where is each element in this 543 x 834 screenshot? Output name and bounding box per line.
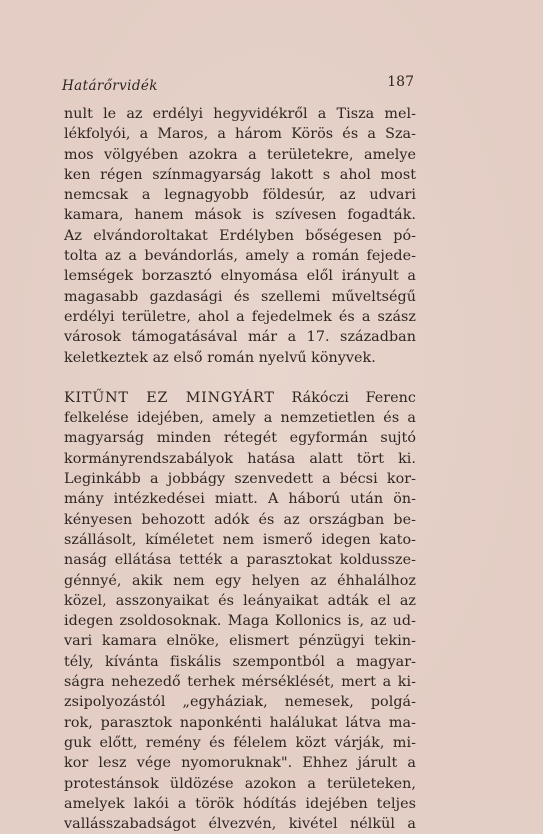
running-title: Határőrvidék xyxy=(62,78,158,94)
text-line: mos völgyében azokra a területekre, amelye xyxy=(64,146,416,163)
text-line: mány intézkedései miatt. A háború után ön- xyxy=(64,491,416,508)
text-line: Leginkább a jobbágy szenvedett a bécsi kor- xyxy=(64,471,416,488)
text-line: vari kamara elnöke, elismert pénzügyi tekin- xyxy=(64,633,416,650)
text-line: Az elvándoroltakat Erdélyben bőségesen pó- xyxy=(64,227,416,244)
text-line: magyarság minden rétegét egyformán sujtó xyxy=(64,430,416,447)
text-line: kamara, hanem mások is szívesen fogadták. xyxy=(64,207,416,224)
paragraph-lead-caps: KITŰNT EZ MINGYÁRT xyxy=(64,389,275,406)
text-line: vallásszabadságot élvezvén, kivétel nélkül a xyxy=(64,816,416,833)
page-number: 187 xyxy=(387,74,414,90)
text-line: keletkeztek az első román nyelvű könyvek. xyxy=(64,349,376,366)
text-line: ságra nehezedő terhek mérséklését, mert a ki- xyxy=(64,674,416,691)
text-line: génnyé, akik nem egy helyen az éhhalálhoz xyxy=(64,572,416,589)
text-line: tolta az a bevándorlás, amely a román fejede- xyxy=(64,248,416,265)
text-line: városok támogatásával már a 17. században xyxy=(64,329,416,346)
text-line: ken régen színmagyarság lakott s ahol most xyxy=(64,166,416,183)
text-line: amelyek lakói a török hódítás idejében teljes xyxy=(64,795,416,812)
text-line: szállásolt, kíméletet nem ismerő idegen kato- xyxy=(64,531,416,548)
text-line: kényesen behozott adók és az országban be- xyxy=(64,511,416,528)
text-line: közel, asszonyaikat és leányaikat adták el az xyxy=(64,592,416,609)
text-line-lead xyxy=(64,388,416,408)
text-line: nemcsak a legnagyobb földesúr, az udvari xyxy=(64,187,416,204)
text-line: protestánsok üldözése azokon a területeken, xyxy=(64,775,416,792)
text-line: lékfolyói, a Maros, a három Körös és a Sza- xyxy=(64,126,416,143)
body-text xyxy=(64,104,416,834)
text-line: guk előtt, remény és félelem közt várják, mi- xyxy=(64,734,416,751)
text-line: idegen zsoldosoknak. Maga Kollonics is, az ud- xyxy=(64,613,416,630)
text-line: zsipolyozástól „egyháziak, nemesek, polgá- xyxy=(64,694,416,711)
running-head xyxy=(62,74,414,98)
text-line: erdélyi területre, ahol a fejedelmek és a szász xyxy=(64,308,416,325)
text-line: naság ellátása tették a parasztokat koldussze- xyxy=(64,552,416,569)
text-line: kor lesz vége nyomoruknak". Ehhez járult a xyxy=(64,755,416,772)
text-line-rest: Rákóczi Ferenc xyxy=(274,389,416,406)
text-line: nult le az erdélyi hegyvidékről a Tisza mel- xyxy=(64,106,416,122)
text-line: kormányrendszabályok hatása alatt tört ki. xyxy=(64,450,416,467)
text-line: magasabb gazdasági és szellemi műveltségű xyxy=(64,288,416,305)
text-line: rok, parasztok naponkénti halálukat látva ma- xyxy=(64,714,416,731)
text-line: felkelése idejében, amely a nemzetietlen és a xyxy=(64,410,416,427)
text-line: lemségek borzasztó elnyomása elől irányult a xyxy=(64,268,416,285)
paragraph-1 xyxy=(64,104,416,368)
text-line: tély, kívánta fiskális szempontból a magyar- xyxy=(64,653,416,670)
paragraph-2 xyxy=(64,388,416,834)
